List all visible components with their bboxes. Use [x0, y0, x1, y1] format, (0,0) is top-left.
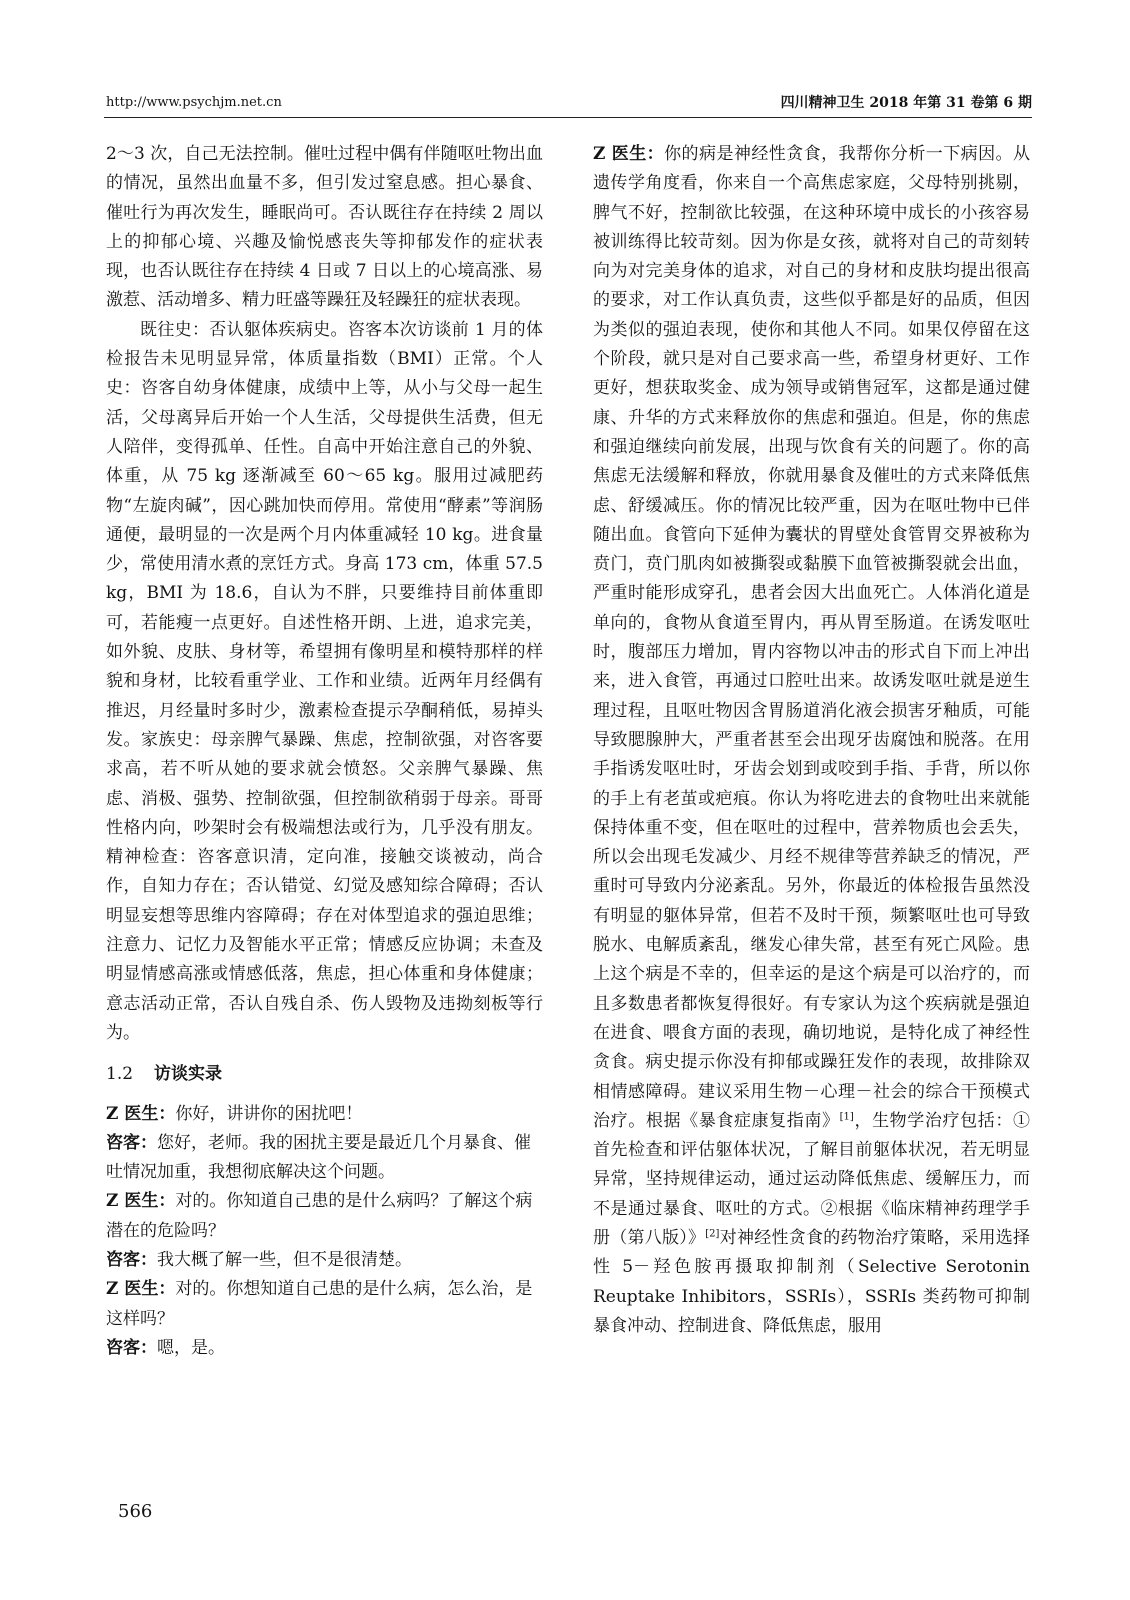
speaker-label: 咨客：	[106, 1249, 157, 1270]
citation-2: [2]	[705, 1228, 720, 1240]
speaker-label: 咨客：	[106, 1337, 157, 1358]
history-paragraph: 既往史：否认躯体疾病史。咨客本次访谈前 1 月的体检报告未见明显异常，体质量指数（BMI）正常。个人史：咨客自幼身体健康，成绩中上等，从小与父母一起生活，父母离异后开始一个人生活，父母提供生活费，但无人陪伴，变得孤单、任性。自高中开始注意自己的外貌、体重，从 75 kg 逐渐减至 60～65 kg。服用过减肥药物“左旋肉碱”，因心跳加快而停用。常使用“酵素”等润肠通便，最明显的一次是两个月内体重减轻 10 kg。进食量少，常使用清水煮的烹饪方式。身高 173 cm，体重 57.5 kg，BMI 为 18.6，自认为不胖，只要维持目前体重即可，若能瘦一点更好。自述性格开朗、上进，追求完美，如外貌、皮肤、身材等，希望拥有像明星和模特那样的样貌和身材，比较看重学业、工作和业绩。近两年月经偶有推迟，月经量时多时少，激素检查提示孕酮稍低，易掉头发。家族史：母亲脾气暴躁、焦虑，控制欲强，对咨客要求高，若不听从她的要求就会愤怒。父亲脾气暴躁、焦虑、消极、强势、控制欲强，但控制欲稍弱于母亲。哥哥性格内向，吵架时会有极端想法或行为，几乎没有朋友。精神检查：咨客意识清，定向准，接触交谈被动，尚合作，自知力存在；否认错觉、幻觉及感知综合障碍；否认明显妄想等思维内容障碍；存在对体型追求的强迫思维；注意力、记忆力及智能水平正常；情感反应协调；未查及明显情感高涨或情感低落，焦虑，担心体重和身体健康；意志活动正常，否认自残自杀、伤人毁物及违拗刻板等行为。	[106, 319, 543, 1043]
dialogue-text: 对的。你知道自己患的是什么病吗？了解这个病潜在的危险吗？	[106, 1191, 533, 1241]
dialogue-line	[106, 1334, 543, 1363]
right-column	[593, 140, 1030, 1500]
journal-issue: 四川精神卫生 2018 年第 31 卷第 6 期	[780, 95, 1032, 111]
speaker-label: Z 医生：	[106, 1103, 176, 1124]
present-illness-continued: 2～3 次，自己无法控制。催吐过程中偶有伴随呕吐物出血的情况，虽然出血量不多，但引发过窒息感。担心暴食、催吐行为再次发生，睡眠尚可。否认既往存在持续 2 周以上的抑郁心境、兴趣及愉悦感丧失等抑郁发作的症状表现，也否认既往存在持续 4 日或 7 日以上的心境高涨、易激惹、活动增多、精力旺盛等躁狂及轻躁狂的症状表现。	[106, 144, 543, 311]
dialogue-line	[106, 1246, 543, 1275]
speaker-label: 咨客：	[106, 1132, 157, 1153]
section-heading	[106, 1060, 543, 1089]
speaker-label: Z 医生：	[106, 1279, 176, 1300]
dialogue-line	[106, 1187, 543, 1246]
dialogue-text: 您好，老师。我的困扰主要是最近几个月暴食、催吐情况加重，我想彻底解决这个问题。	[106, 1132, 531, 1183]
section-number: 1.2	[106, 1064, 134, 1085]
dialogue-text: 嗯，是。	[157, 1337, 225, 1358]
explanation-text-a: 你的病是神经性贪食，我帮你分析一下病因。从遗传学角度看，你来自一个高焦虑家庭，父母特别挑剔，脾气不好，控制欲比较强，在这种环境中成长的小孩容易被训练得比较苛刻。因为你是女孩，就将对自己的苛刻转向为对完美身体的追求，对自己的身材和皮肤均提出很高的要求，对工作认真负责，这些似乎都是好的品质，但因为类似的强迫表现，使你和其他人不同。如果仅停留在这个阶段，就只是对自己要求高一些，希望身材更好、工作更好，想获取奖金、成为领导或销售冠军，这都是通过健康、升华的方式来释放你的焦虑和强迫。但是，你的焦虑和强迫继续向前发展，出现与饮食有关的问题了。你的高焦虑无法缓解和释放，你就用暴食及催吐的方式来降低焦虑、舒缓减压。你的情况比较严重，因为在呕吐物中已伴随出血。食管向下延伸为囊状的胃壁处食管胃交界被称为贲门，贲门肌肉如被撕裂或黏膜下血管被撕裂就会出血，严重时能形成穿孔，患者会因大出血死亡。人体消化道是单向的，食物从食道至胃内，再从胃至肠道。在诱发呕吐时，腹部压力增加，胃内容物以冲击的形式自下而上冲出来，进入食管，再通过口腔吐出来。故诱发呕吐就是逆生理过程，且呕吐物因含胃肠道消化液会损害牙釉质，可能导致腮腺肿大，严重者甚至会出现牙齿腐蚀和脱落。在用手指诱发呕吐时，牙齿会划到或咬到手指、手背，所以你的手上有老茧或疤痕。你认为将吃进去的食物吐出来就能保持体重不变，但在呕吐的过程中，营养物质也会丢失，所以会出现毛发减少、月经不规律等营养缺乏的情况，严重时可导致内分泌紊乱。另外，你最近的体检报告虽然没有明显的躯体异常，但若不及时干预，频繁呕吐也可导致脱水、电解质紊乱，继发心律失常，甚至有死亡风险。患上这个病是不幸的，但幸运的是这个病是可以治疗的，而且多数患者都恢复得很好。有专家认为这个疾病就是强迫在进食、喂食方面的表现，确切地说，是特化成了神经性贪食。病史提示你没有抑郁或躁狂发作的表现，故排除双相情感障碍。建议采用生物－心理－社会的综合干预模式治疗。根据《暴食症康复指南》	[593, 144, 1030, 1131]
speaker-label: Z 医生：	[593, 144, 665, 164]
citation-1: [1]	[839, 1111, 854, 1123]
running-header	[106, 92, 1032, 114]
page-number: 566	[118, 1501, 153, 1522]
dialogue-line	[106, 1275, 543, 1334]
left-column	[106, 140, 543, 1500]
explanation-text-c: 对神经性贪食的药物治疗策略，采用选择性 5－羟色胺再摄取抑制剂（Selective Serotonin Reuptake Inhibitors，SSRIs），SSRIs 类药物可抑制暴食冲动、控制进食、降低焦虑，服用	[593, 1227, 1030, 1336]
explanation-text-b: ，生物学治疗包括：①首先检查和评估躯体状况，了解目前躯体状况，若无明显异常，坚持规律运动，通过运动降低焦虑、缓解压力，而不是通过暴食、呕吐的方式。②根据《临床精神药理学手册（第八版）》	[593, 1110, 1030, 1248]
dialogue-text: 我大概了解一些，但不是很清楚。	[157, 1249, 412, 1270]
journal-url: http://www.psychjm.net.cn	[106, 95, 282, 110]
dialogue-line	[106, 1129, 543, 1188]
doctor-explanation	[593, 140, 1030, 1341]
speaker-label: Z 医生：	[106, 1191, 176, 1212]
dialogue-text: 对的。你想知道自己患的是什么病，怎么治，是这样吗？	[106, 1279, 533, 1329]
dialogue-line	[106, 1100, 543, 1129]
section-title: 访谈实录	[154, 1064, 222, 1085]
header-rule	[104, 117, 1032, 118]
dialogue-text: 你好，讲讲你的困扰吧！	[175, 1103, 363, 1124]
